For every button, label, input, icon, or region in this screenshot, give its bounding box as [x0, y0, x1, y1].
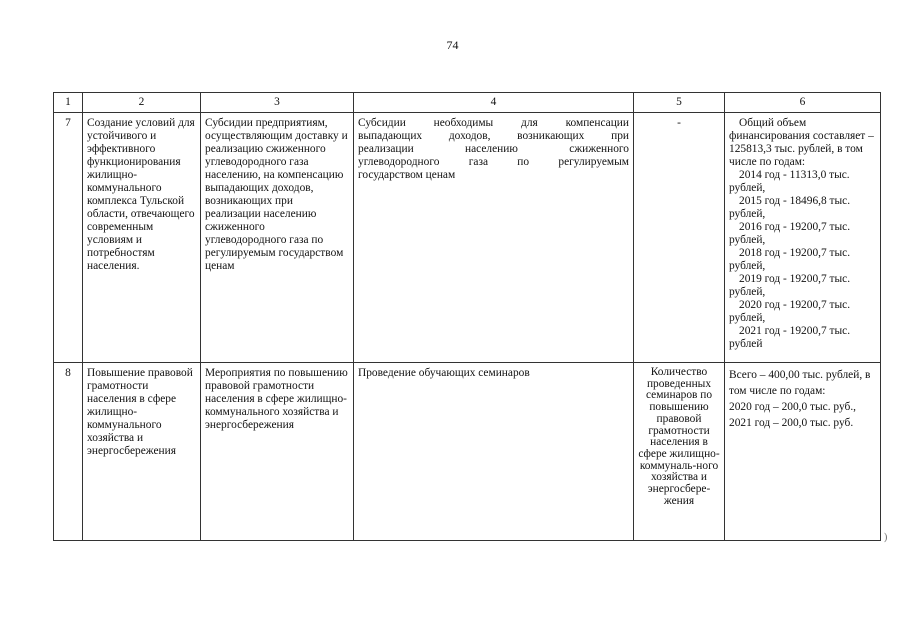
header-cell-4: 4 — [354, 93, 634, 113]
financing-year: 2020 год - 19200,7 тыс. рублей, — [729, 299, 851, 324]
financing-year: 2016 год - 19200,7 тыс. рублей, — [729, 221, 851, 246]
header-cell-2: 2 — [83, 93, 201, 113]
indicator-cell: - — [634, 113, 725, 363]
indicator-cell: Количество проведенных семинаров по повышению правовой грамотности населения в сфере жилищно-коммуналь-ного хозяйства и энергосбере-жения — [634, 363, 725, 541]
financing-year: 2018 год - 19200,7 тыс. рублей, — [729, 247, 851, 272]
justification-cell — [354, 113, 634, 363]
financing-total: Всего – 400,00 тыс. рублей, в том числе по годам: — [729, 369, 871, 397]
justification-line: выпадающих доходов, возникающих при — [358, 130, 629, 142]
financing-year: 2021 год – 200,0 тыс. руб. — [729, 417, 854, 429]
table-header-row — [54, 93, 881, 113]
header-cell-3: 3 — [201, 93, 354, 113]
table-row — [54, 113, 881, 363]
table-row — [54, 363, 881, 541]
financing-year: 2014 год - 11313,0 тыс. рублей, — [729, 169, 850, 194]
financing-cell — [725, 363, 881, 541]
financing-total: Общий объем финансирования составляет – 125813,3 тыс. рублей, в том числе по годам: — [729, 117, 874, 168]
program-table — [53, 92, 881, 541]
header-cell-1: 1 — [54, 93, 83, 113]
measure-cell: Субсидии предприятиям, осуществляющим доставку и реализацию сжиженного углеводородного газа населению, на компенсацию выпадающих доходов, возникающих при реализации населению сжиженного углеводородного газа по регулируемым государством ценам — [201, 113, 354, 363]
page-number: 74 — [446, 38, 459, 52]
justification-line: Субсидии необходимы для компенсации — [358, 117, 629, 129]
financing-year: 2015 год - 18496,8 тыс. рублей, — [729, 195, 851, 220]
measure-cell: Мероприятия по повышению правовой грамотности населения в сфере жилищно-коммунального хозяйства и энергосбережения — [201, 363, 354, 541]
justification-cell: Проведение обучающих семинаров — [354, 363, 634, 541]
task-cell: Повышение правовой грамотности населения в сфере жилищно-коммунального хозяйства и энергосбережения — [83, 363, 201, 541]
task-cell: Создание условий для устойчивого и эффективного функционирования жилищно-коммунального комплекса Тульской области, отвечающего современным условиям и потребностям населения. — [83, 113, 201, 363]
financing-year: 2019 год - 19200,7 тыс. рублей, — [729, 273, 851, 298]
scan-edge-mark: ) — [884, 532, 888, 543]
header-cell-5: 5 — [634, 93, 725, 113]
financing-year: 2020 год – 200,0 тыс. руб., — [729, 401, 857, 413]
justification-line: углеводородного газа по регулируемым — [358, 156, 629, 168]
justification-line: реализации населению сжиженного — [358, 143, 629, 155]
header-cell-6: 6 — [725, 93, 881, 113]
justification-line: государством ценам — [358, 169, 456, 181]
row-number: 8 — [54, 363, 83, 541]
row-number: 7 — [54, 113, 83, 363]
financing-cell — [725, 113, 881, 363]
financing-year: 2021 год - 19200,7 тыс. рублей — [729, 325, 851, 350]
